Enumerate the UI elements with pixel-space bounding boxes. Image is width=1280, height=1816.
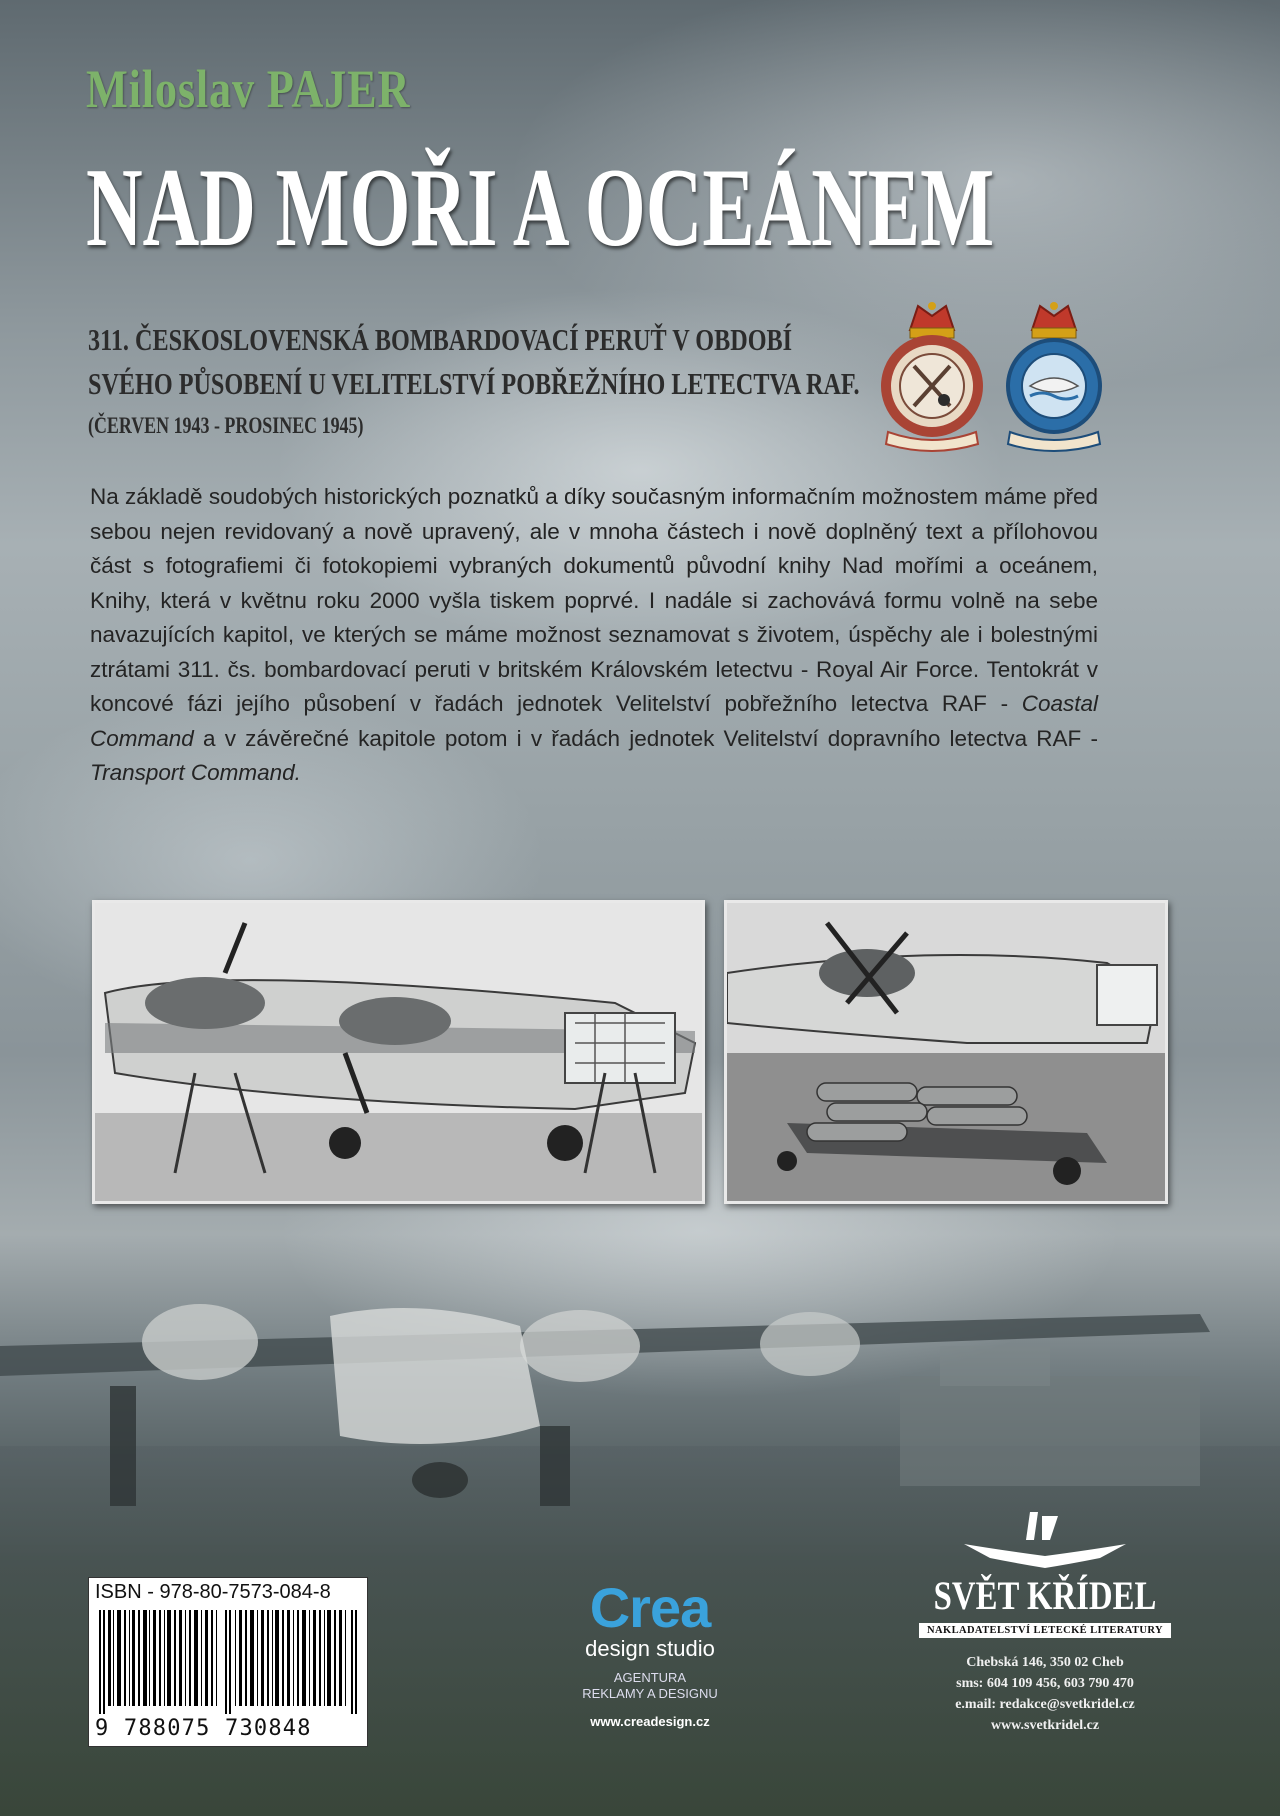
isbn-barcode-digits: 9 788075 730848 xyxy=(95,1716,312,1741)
publisher-address: Chebská 146, 350 02 Cheb xyxy=(966,1655,1124,1670)
publisher-contact xyxy=(900,1652,1190,1736)
isbn-barcode xyxy=(88,1577,368,1747)
subtitle-dates: (ČERVEN 1943 - PROSINEC 1945) xyxy=(88,413,364,438)
subtitle xyxy=(88,318,860,446)
author-name: Miloslav PAJER xyxy=(86,59,411,119)
squadron-badge-icon xyxy=(874,300,990,452)
publisher-sms: sms: 604 109 456, 603 790 470 xyxy=(956,1676,1134,1691)
description-text-1: Na základě soudobých historických poznatků a díky současným informačním možnostem máme před sebou nejen revidovaný a nově upravený, ale v mnoha částech i nově doplněný text a přílohovou část s fotografiemi či fotokopiemi vybraných dokumentů původní knihy Nad mořími a oceánem, Knihy, která v květnu roku 2000 vyšla tiskem poprvé. I nadále si zachovává formu volně na sebe navazujících kapitol, ve kterých se máme možnost seznamovat s životem, úspěchy ale i bolestnými ztrátami 311. čs. bombardovací peruti v britském Královském letectvu - Royal Air Force. Tentokrát v koncové fázi jejího působení v řadách jednotek Velitelství pobřežního letectva RAF - xyxy=(90,484,1098,716)
photo-aircraft-bomb-trolley xyxy=(724,900,1168,1204)
subtitle-line-1: 311. ČESKOSLOVENSKÁ BOMBARDOVACÍ PERUŤ V OBDOBÍ xyxy=(88,322,793,357)
publisher-tagline: NAKLADATELSTVÍ LETECKÉ LITERATURY xyxy=(919,1623,1171,1638)
crea-design-logo xyxy=(560,1576,740,1729)
publisher-website: www.svetkridel.cz xyxy=(990,1718,1100,1733)
publisher-block xyxy=(900,1510,1190,1736)
publisher-wings-icon xyxy=(960,1510,1130,1570)
crea-website: www.creadesign.cz xyxy=(590,1714,710,1729)
barcode-icon xyxy=(99,1610,359,1714)
coastal-command-badge-icon xyxy=(996,300,1112,452)
isbn-number: ISBN - 978-80-7573-084-8 xyxy=(95,1581,331,1603)
description-transport-command: Transport Command. xyxy=(90,760,301,785)
crea-logo-text: Crea xyxy=(589,1576,711,1639)
photo-aircraft-ground-crew xyxy=(92,900,705,1204)
publisher-name: SVĚT KŘÍDEL xyxy=(933,1573,1157,1618)
crea-agency-line-2: REKLAMY A DESIGNU xyxy=(582,1686,718,1701)
book-title: NAD MOŘI A OCEÁNEM xyxy=(86,146,995,270)
publisher-email: e.mail: redakce@svetkridel.cz xyxy=(955,1697,1135,1712)
crea-agency-line-1: AGENTURA xyxy=(613,1670,687,1685)
book-description xyxy=(90,480,1098,791)
description-text-2: a v závěrečné kapitole potom i v řadách jednotek Velitelství dopravního letectva RAF - xyxy=(193,725,1098,751)
description-coastal-command: Coastal Command xyxy=(90,691,1098,751)
crea-subtitle: design studio xyxy=(585,1636,715,1661)
subtitle-line-2: SVÉHO PŮSOBENÍ U VELITELSTVÍ POBŘEŽNÍHO LETECTVA RAF. xyxy=(88,366,860,401)
